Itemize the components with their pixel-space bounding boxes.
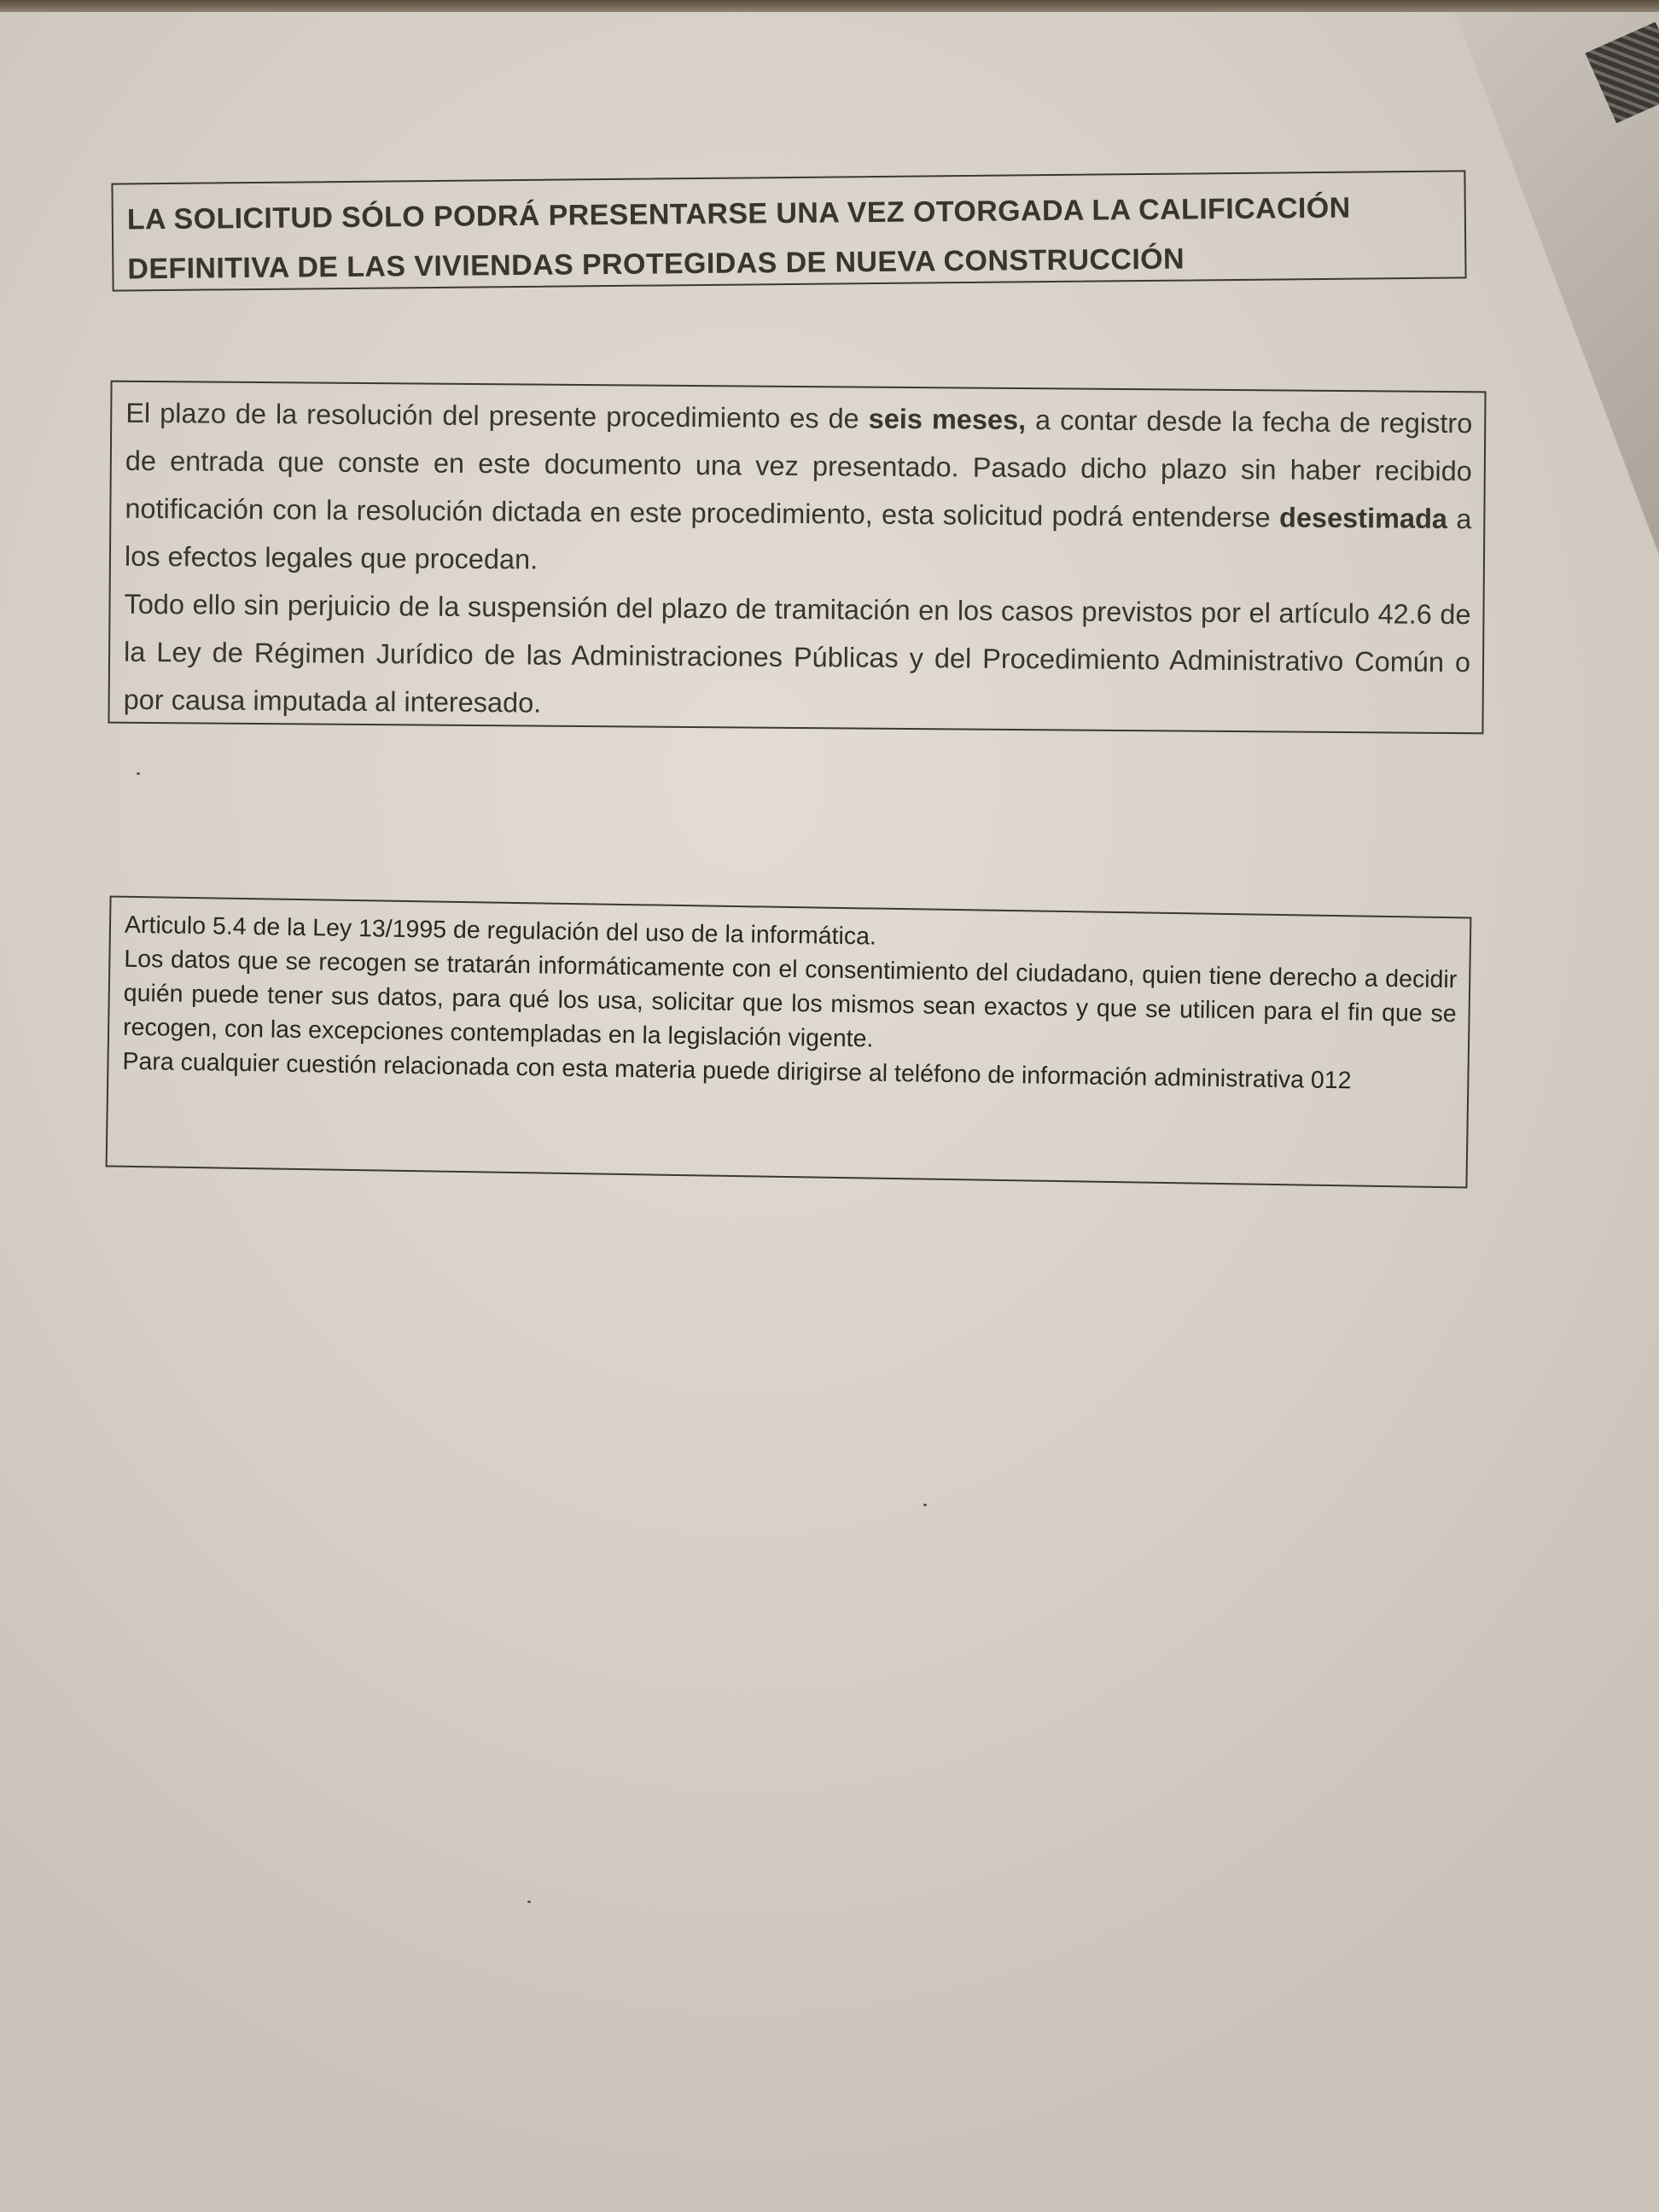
deadline-text-c: a los efectos legales que procedan. [124, 503, 1472, 575]
privacy-title: Articulo 5.4 de la Ley 13/1995 de regulación del uso de la informática. [124, 911, 877, 951]
dismissed-bold-term: desestimada [1278, 502, 1448, 534]
notice-line-1: LA SOLICITUD SÓLO PODRÁ PRESENTARSE UNA VEZ OTORGADA LA CALIFICACIÓN [126, 191, 1351, 236]
privacy-body: Los datos que se recogen se tratarán informáticamente con el consentimiento del ciudadano, quien tiene derecho a decidir quién puede tener sus datos, para qué los usa, solicitar que los mismos sean exactos y que se utilicen para el fin que se recogen, con las excepciones contempladas en la legislación vigente. [122, 945, 1458, 1053]
paper-speck [923, 1504, 927, 1506]
suspension-paragraph: Todo ello sin perjuicio de la suspensión del plazo de tramitación en los casos previstos por el artículo 42.6 de la Ley de Régimen Jurídico de las Administraciones Públicas y del Procedimiento Administrativo Común o por causa imputada al interesado. [123, 588, 1471, 719]
notice-line-2: DEFINITIVA DE LAS VIVIENDAS PROTEGIDAS DE NUEVA CONSTRUCCIÓN [127, 242, 1185, 286]
deadline-bold-term: seis meses, [868, 403, 1027, 436]
deadline-text-b: a contar desde la fecha de registro de entrada que conste en este documento una vez presentado. Pasado dicho plazo sin haber recibido notificación con la resolución dictada en este procedimiento, esta solicitud podrá entenderse [125, 405, 1473, 533]
deadline-paragraph [125, 389, 1473, 591]
deadline-text-a: El plazo de la resolución del presente procedimiento es de [125, 397, 869, 434]
top-edge-shadow [0, 0, 1659, 12]
notice-box [111, 170, 1466, 291]
privacy-contact: Para cualquier cuestión relacionada con esta materia puede dirigirse al teléfono de información administrativa 012 [122, 1047, 1352, 1095]
paper-speck [527, 1901, 531, 1903]
privacy-box [106, 895, 1472, 1188]
deadline-box [108, 381, 1486, 735]
paper-speck [137, 772, 140, 775]
